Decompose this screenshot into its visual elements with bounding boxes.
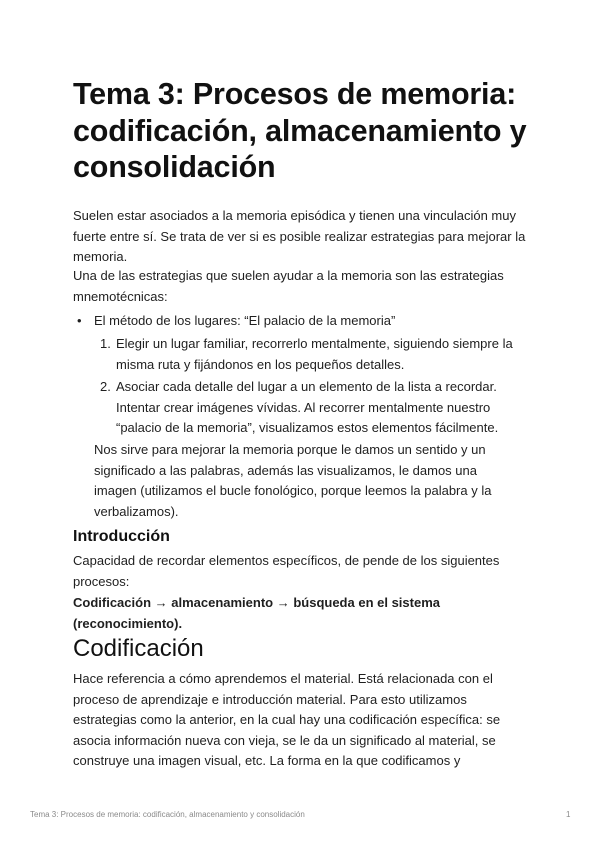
page-title: Tema 3: Procesos de memoria: codificación, almacenamiento y consolidación xyxy=(73,77,527,184)
step-text-1: Elegir un lugar familiar, recorrerlo mentalmente, siguiendo siempre la misma ruta y fijándonos en los pequeños detalles. xyxy=(116,336,513,372)
section-heading-codificacion: Codificación xyxy=(73,635,204,662)
codificacion-text: Hace referencia a cómo aprendemos el material. Está relacionada con el proceso de aprendizaje e introducción material. Para esto utilizamos estrategias como la anterior, en la cual hay una codificación específica: se asocia información nueva con vieja, se le da un significado al material, se construye una imagen visual, etc. La forma en la que codificamos y xyxy=(73,671,501,769)
page-number: 1 xyxy=(566,810,571,819)
step-number-2: 2. xyxy=(100,379,111,394)
bullet-item-method: El método de los lugares: “El palacio de la memoria” xyxy=(94,313,396,328)
introduccion-text: Capacidad de recordar elementos específicos, de pende de los siguientes procesos: xyxy=(73,553,500,589)
intro-paragraph-2: Una de las estrategias que suelen ayudar a la memoria son las estrategias mnemotécnicas: xyxy=(73,268,504,304)
bullet-marker: • xyxy=(77,313,82,328)
step-text-2: Asociar cada detalle del lugar a un elemento de la lista a recordar. Intentar crear imágenes vívidas. Al recorrer mentalmente nuestro “palacio de la memoria”, visualizamos estos elementos fácilmente. xyxy=(116,379,499,436)
process-flow: Codificación → almacenamiento → búsqueda en el sistema (reconocimiento). xyxy=(73,595,440,631)
intro-paragraph-1: Suelen estar asociados a la memoria episódica y tienen una vinculación muy fuerte entre sí. Se trata de ver si es posible realizar estrategias para mejorar la memoria. xyxy=(73,208,526,265)
footer-running-title: Tema 3: Procesos de memoria: codificación, almacenamiento y consolidación xyxy=(30,810,305,819)
step-number-1: 1. xyxy=(100,336,111,351)
section-heading-introduccion: Introducción xyxy=(73,528,170,545)
method-note: Nos sirve para mejorar la memoria porque le damos un sentido y un significado a las palabras, además las visualizamos, le damos una imagen (utilizamos el bucle fonológico, porque leemos la palabra y la verbalizamos). xyxy=(94,442,492,519)
